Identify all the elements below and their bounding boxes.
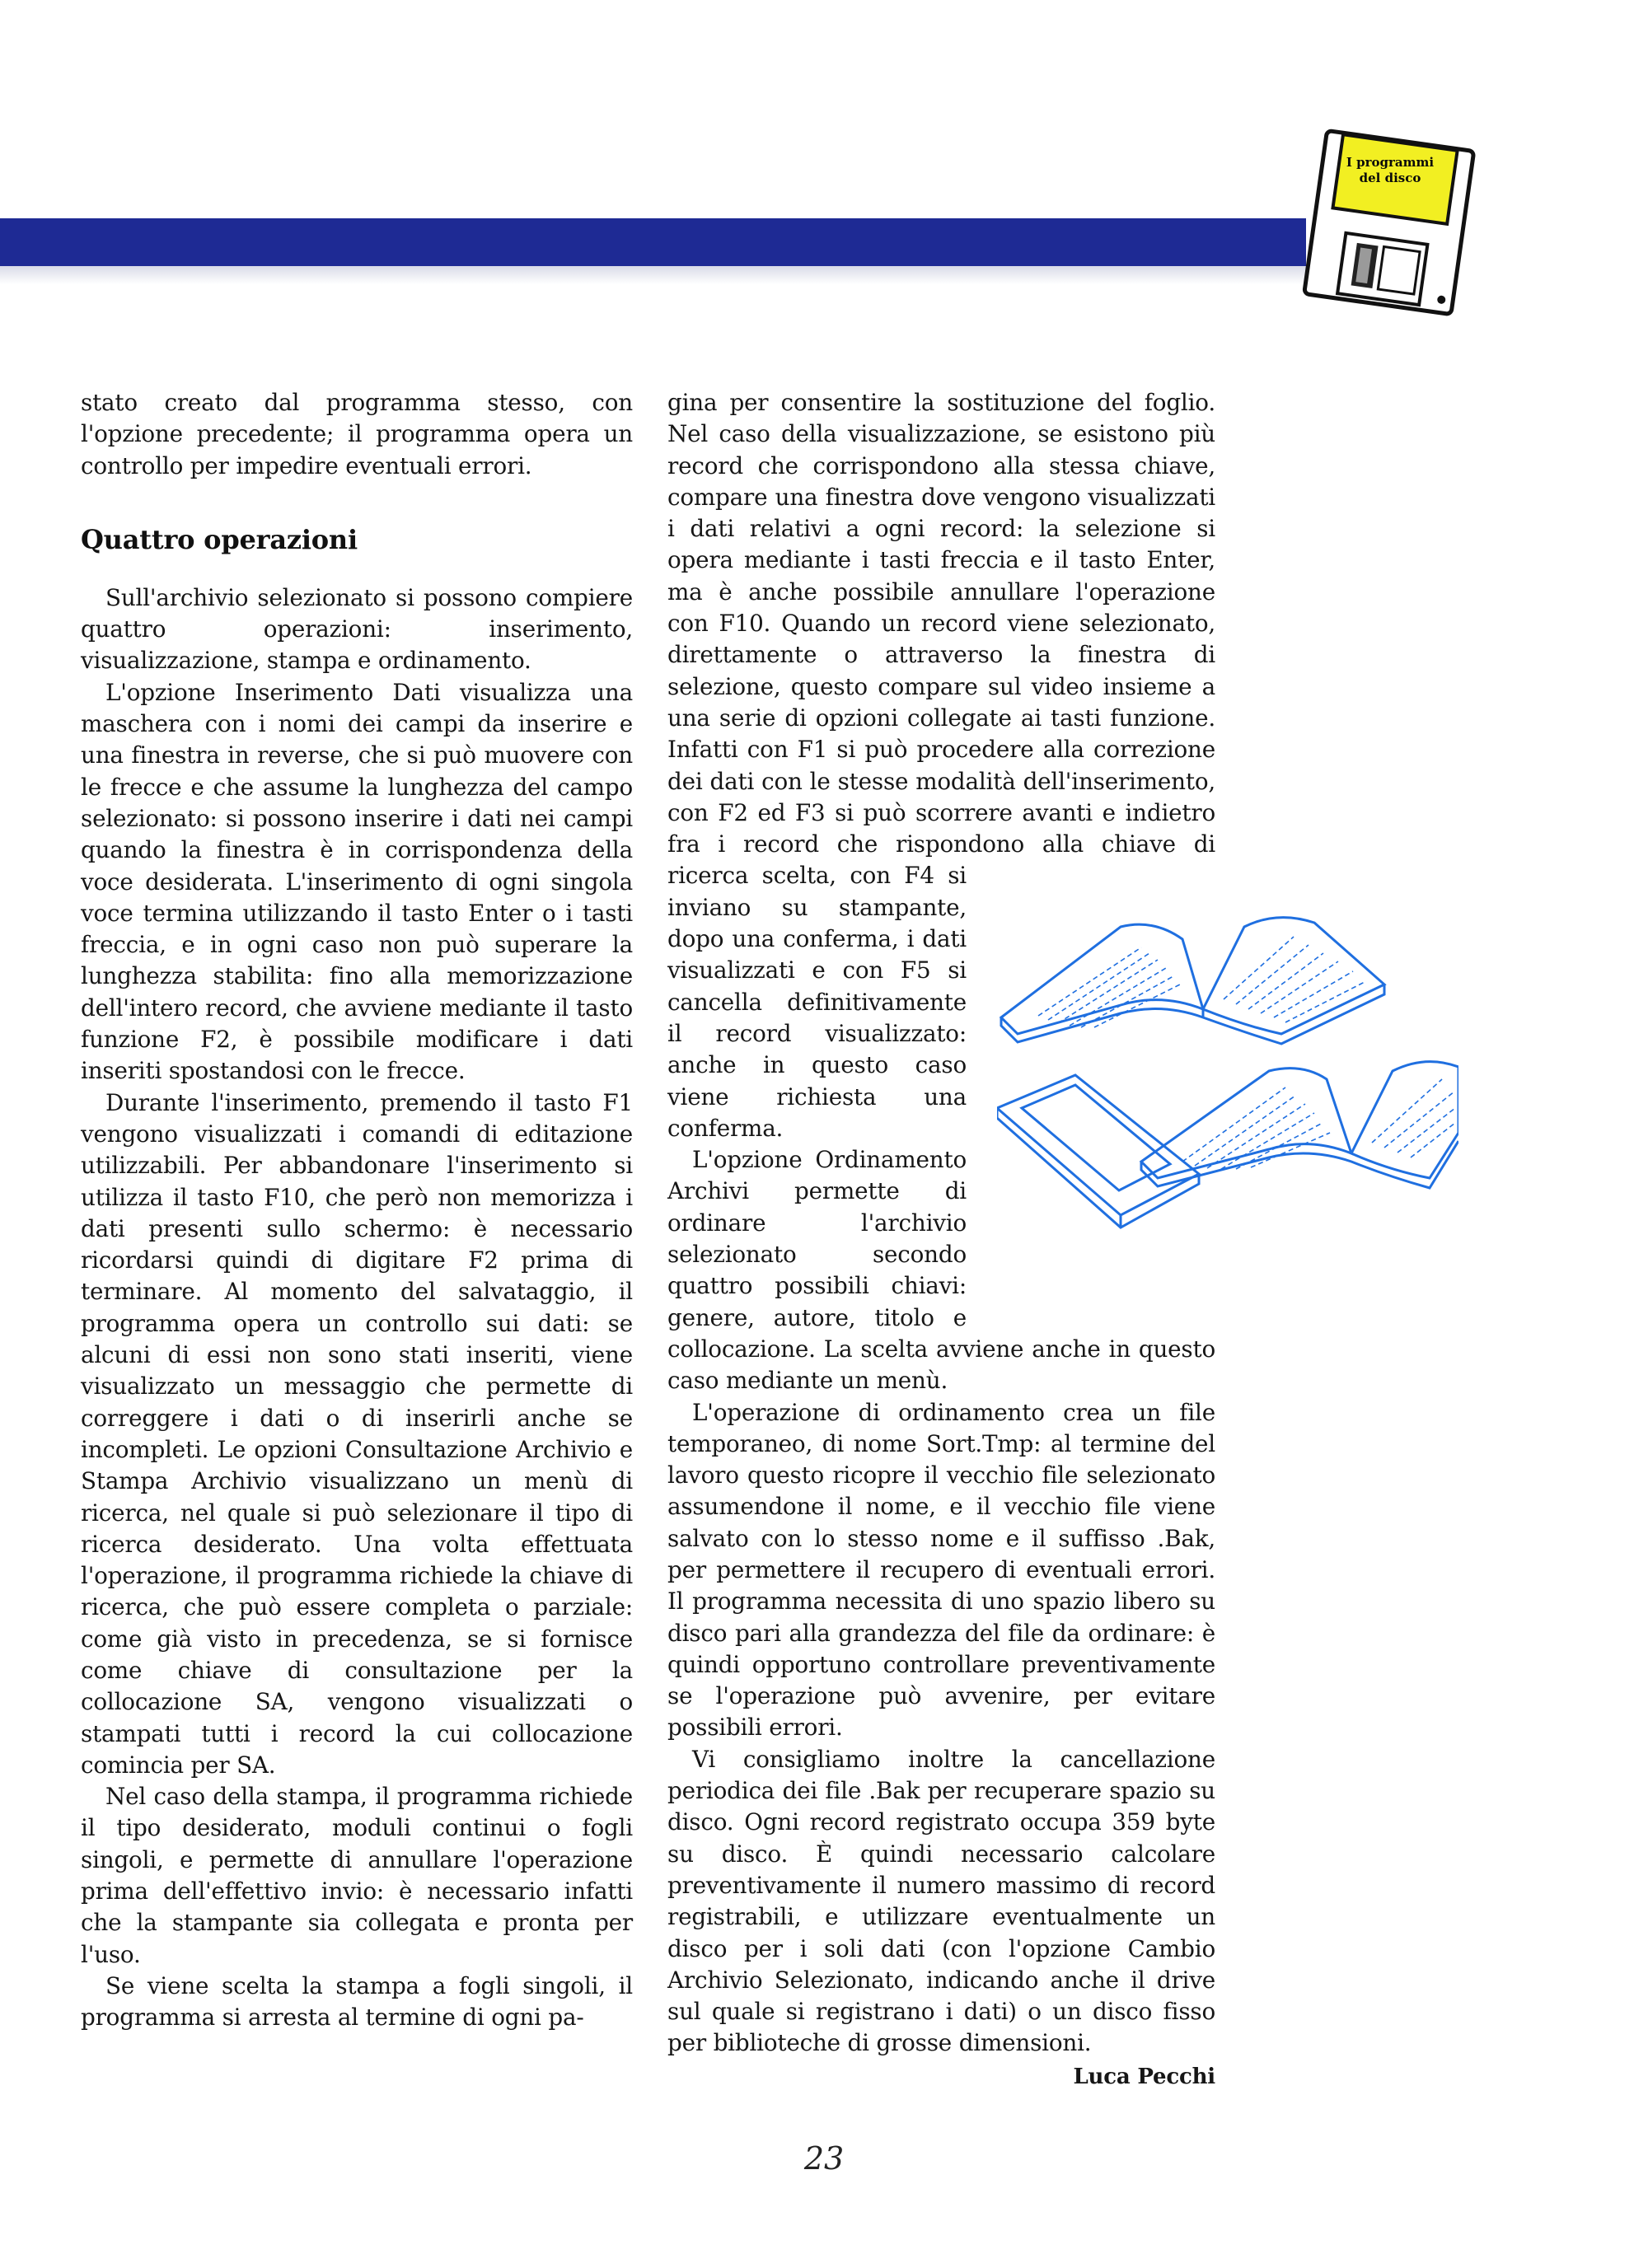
open-books-illustration — [997, 902, 1458, 1256]
paragraph: L'opzione Ordinamento Archivi permette di ordinare l'archivio selezionato secondo quattro possibili chiavi: genere, autore, titolo e collocazione. La scelta avviene anche in questo caso mediante un menù. — [667, 1146, 1215, 1395]
open-book-icon — [1141, 1069, 1351, 1178]
section-heading: Quattro operazioni — [81, 523, 358, 555]
badge-label: I programmi del disco — [1346, 155, 1435, 185]
left-column — [81, 387, 633, 2034]
paragraph: Durante l'inserimento, premendo il tasto F1 vengono visualizzati i comandi di editazione utilizzabili. Per abbandonare l'inserimento si utilizza il tasto F10, che però non memorizza i dati presenti sullo schermo: è necessario ricordarsi quindi di digitare F2 prima di terminare. Al momento del salvataggio, il programma opera un controllo sui dati: se alcuni di essi non sono stati inseriti, viene visualizzato un messaggio che permette di correggere i dati o di inserirli anche se incompleti. Le opzioni Consultazione Archivio e Stampa Archivio visualizzano un menù di ricerca, nel quale si può selezionare il tipo di ricerca desiderato. Una volta effettuata l'operazione, il programma richiede la chiave di ricerca, che può essere completa o parziale: come già visto in precedenza, se si fornisce come chiave di consultazione per la collocazione SA, vengono visualizzati o stampati tutti i record la cui collocazione comincia per SA. — [81, 1088, 633, 1779]
paragraph: Se viene scelta la stampa a fogli singoli, il programma si arresta al termine di ogni pa- — [81, 1971, 633, 2032]
paragraph: L'operazione di ordinamento crea un file temporaneo, di nome Sort.Tmp: al termine del lavoro questo ricopre il vecchio file selezionato assumendone il nome, e il vecchio file viene salvato con lo stesso nome e il suffisso .Bak, per permettere il recupero di eventuali errori. Il programma necessita di uno spazio libero su disco pari alla grandezza del file da ordinare: è quindi opportuno controllare preventivamente se l'operazione può avvenire, per evitare possibili errori. — [667, 1398, 1215, 1742]
floppy-disk-badge — [1290, 124, 1487, 330]
header-band — [0, 218, 1306, 266]
paragraph: Vi consigliamo inoltre la cancellazione periodica dei file .Bak per recuperare spazio su disco. Ogni record registrato occupa 359 byte su disco. È quindi necessario calcolare preventivamente il numero massimo di record registrabili, e utilizzare eventualmente un disco per i soli dati (con l'opzione Cambio Archivio Selezionato, indicando anche il drive sul quale si registrano i dati) o un disco fisso per biblioteche di grosse dimensioni. — [667, 1745, 1215, 2057]
paragraph: Sull'archivio selezionato si possono compiere quattro operazioni: inserimento, visualizzazione, stampa e ordinamento. — [81, 583, 633, 675]
header-band-shadow — [0, 266, 1306, 284]
paragraph: Nel caso della stampa, il programma richiede il tipo desiderato, moduli continui o fogli singoli, e permette di annullare l'operazione prima dell'effettivo invio: è necessario infatti che la stampante sia collegata e pronta per l'uso. — [81, 1783, 633, 1968]
paragraph: L'opzione Inserimento Dati visualizza una maschera con i nomi dei campi da inserire e una finestra in reverse, che si può muovere con le frecce e che assume la lunghezza del campo selezionato: si possono inserire i dati nei campi quando la finestra è in corrispondenza della voce desiderata. L'inserimento di ogni singola voce termina utilizzando il tasto Enter o i tasti freccia, e in ogni caso non può superare la lunghezza stabilita: fino alla memorizzazione dell'intero record, che avviene mediante il tasto funzione F2, è possibile modificare i dati inseriti spostandosi con le frecce. — [81, 678, 633, 1085]
author-signature: Luca Pecchi — [1073, 2064, 1215, 2089]
page-number: 23 — [803, 2140, 845, 2177]
left-opening-paragraph: stato creato dal programma stesso, con l'opzione precedente; il programma opera un controllo per impedire eventuali errori. — [81, 389, 633, 479]
right-opening-paragraph: gina per consentire la sostituzione del foglio. Nel caso della visualizzazione, se esistono più record che corrispondono alla stessa chiave, compare una finestra dove vengono visualizzati i dati relativi a ogni record: la selezione si opera mediante i tasti freccia e il tasto Enter, ma è anche possibile annullare l'operazione con F10. Quando un record viene selezionato, direttamente o attraverso la finestra di selezione, questo compare sul video insieme a una serie di opzioni collegate ai tasti funzione. Infatti con F1 si può procedere alla correzione dei dati con le stesse modalità dell'inserimento, con F2 ed F3 si può scorrere avanti e indietro fra i record che rispondono alla chiave di ricerca scelta, con F4 si inviano su stampante, dopo una conferma, i dati visualizzati e con F5 si cancella definitivamente il record visualizzato: anche in questo caso viene richiesta una conferma. — [667, 389, 1215, 1142]
